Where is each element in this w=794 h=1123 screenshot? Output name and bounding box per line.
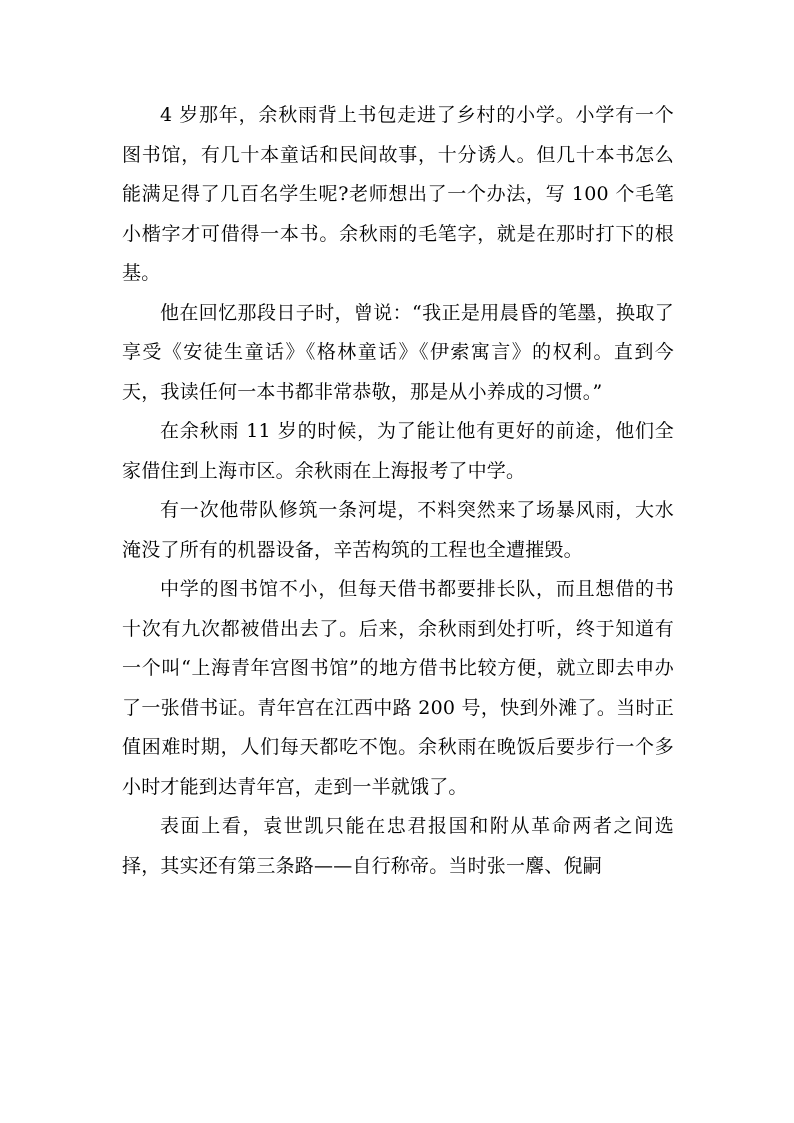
paragraph-2: 他在回忆那段日子时，曾说：“我正是用晨昏的笔墨，换取了享受《安徒生童话》《格林童话》《伊索寓言》的权利。直到今天，我读任何一本书都非常恭敬，那是从小养成的习惯。”: [122, 301, 674, 403]
paragraph-3: 在余秋雨 11 岁的时候，为了能让他有更好的前途，他们全家借住到上海市区。余秋雨在上海报考了中学。: [122, 420, 674, 482]
paragraph-5: 中学的图书馆不小，但每天借书都要排长队，而且想借的书十次有九次都被借出去了。后来，余秋雨到处打听，终于知道有一个叫“上海青年宫图书馆”的地方借书比较方便，就立即去申办了一张借书证。青年宫在江西中路 200 号，快到外滩了。当时正值困难时期，人们每天都吃不饱。余秋雨在晚饭后要步行一个多小时才能到达青年宫，走到一半就饿了。: [122, 578, 674, 798]
paragraph-6: 表面上看，袁世凯只能在忠君报国和附从革命两者之间选择，其实还有第三条路——自行称帝。当时张一麐、倪嗣: [122, 815, 674, 877]
document-body: [122, 96, 674, 886]
paragraph-1: 4 岁那年，余秋雨背上书包走进了乡村的小学。小学有一个图书馆，有几十本童话和民间故事，十分诱人。但几十本书怎么能满足得了几百名学生呢?老师想出了一个办法，写 100 个毛笔小楷字才可借得一本书。余秋雨的毛笔字，就是在那时打下的根基。: [122, 104, 674, 284]
paragraph-4: 有一次他带队修筑一条河堤，不料突然来了场暴风雨，大水淹没了所有的机器设备，辛苦构筑的工程也全遭摧毁。: [122, 499, 674, 561]
